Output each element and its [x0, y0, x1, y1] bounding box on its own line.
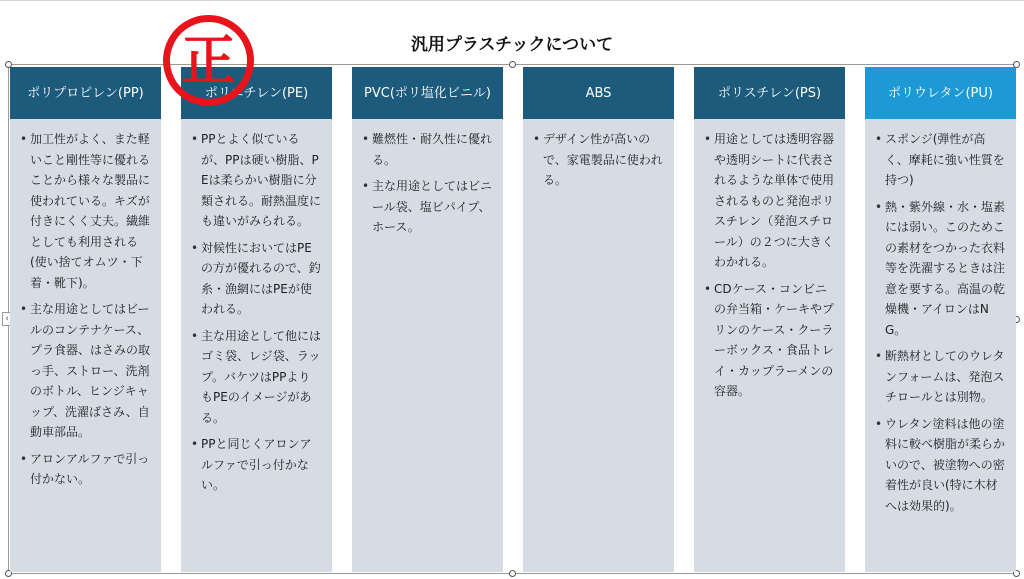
column-header: ポリプロピレン(PP): [10, 67, 161, 119]
expand-text-pane-button[interactable]: ‹: [2, 312, 12, 326]
list-item: • デザイン性が高いので、家電製品に使われる。: [533, 129, 664, 191]
resize-handle-top-center[interactable]: [509, 61, 516, 68]
column-header: ポリエチレン(PE): [181, 67, 332, 119]
list-item: • 用途としては透明容器や透明シートに代表されるような単体で使用されるものと発泡ポリスチレン（発泡スチロール）の２つに大きくわかれる。: [704, 129, 835, 273]
list-item: • CDケース・コンビニの弁当箱・ケーキやプリンのケース・クーラーボックス・食品トレイ・カップラーメンの容器。: [704, 279, 835, 402]
column-pvc[interactable]: [352, 67, 503, 572]
list-item: • 難燃性・耐久性に優れる。: [362, 129, 493, 170]
list-item: • PPと同じくアロンアルファで引っ付かない。: [191, 434, 322, 496]
list-item: • PPとよく似ているが、PPは硬い樹脂、PEは柔らかい樹脂に分類される。耐熱温度にも違いがみられる。: [191, 129, 322, 232]
column-list: [865, 119, 1016, 516]
column-list: [523, 119, 674, 191]
top-border: [0, 0, 1024, 1]
column-header: ABS: [523, 67, 674, 119]
column-list: [352, 119, 503, 238]
column-list: [694, 119, 845, 402]
column-ps[interactable]: [694, 67, 845, 572]
column-pu[interactable]: [865, 67, 1016, 572]
list-item: • 加工性がよく、また軽いこと剛性等に優れることから様々な製品に使われている。キズが付きにくく丈夫。繊維としても利用される(使い捨てオムツ・下着・靴下)。: [20, 129, 151, 293]
list-item: • 主な用途として他にはゴミ袋、レジ袋、ラップ。バケツはPPよりもPEのイメージがある。: [191, 326, 322, 429]
list-item: • ウレタン塗料は他の塗料に較べ樹脂が柔らかいので、被塗物への密着性が良い(特に木材へは効果的)。: [875, 414, 1006, 517]
column-list: [181, 119, 332, 496]
list-item: • 対候性においてはPEの方が優れるので、釣糸・漁網にはPEが使われる。: [191, 238, 322, 320]
list-item: • アロンアルファで引っ付かない。: [20, 449, 151, 490]
column-pp[interactable]: [10, 67, 161, 572]
column-header: ポリウレタン(PU): [865, 67, 1016, 119]
list-item: • 熱・紫外線・水・塩素には弱い。このためこの素材をつかった衣料等を洗濯するときは注意を要する。高温の乾燥機・アイロンはNG。: [875, 197, 1006, 341]
column-list: [10, 119, 161, 490]
column-pe[interactable]: [181, 67, 332, 572]
list-item: • スポンジ(弾性が高く、摩耗に強い性質を持つ): [875, 129, 1006, 191]
list-item: • 主な用途としてはビニール袋、塩ビパイプ、ホース。: [362, 176, 493, 238]
resize-handle-bottom-center[interactable]: [509, 570, 516, 577]
column-header: ポリスチレン(PS): [694, 67, 845, 119]
list-item: • 主な用途としてはビールのコンテナケース、プラ食器、はさみの取っ手、ストロー、洗剤のボトル、ヒンジキャップ、洗濯ばさみ、自動車部品。: [20, 299, 151, 443]
column-abs[interactable]: [523, 67, 674, 572]
list-item: • 断熱材としてのウレタンフォームは、発泡スチロールとは別物。: [875, 346, 1006, 408]
column-header: PVC(ポリ塩化ビニル): [352, 67, 503, 119]
correct-stamp-icon: 正: [163, 15, 254, 106]
slide-title: 汎用プラスチックについて: [410, 35, 614, 55]
